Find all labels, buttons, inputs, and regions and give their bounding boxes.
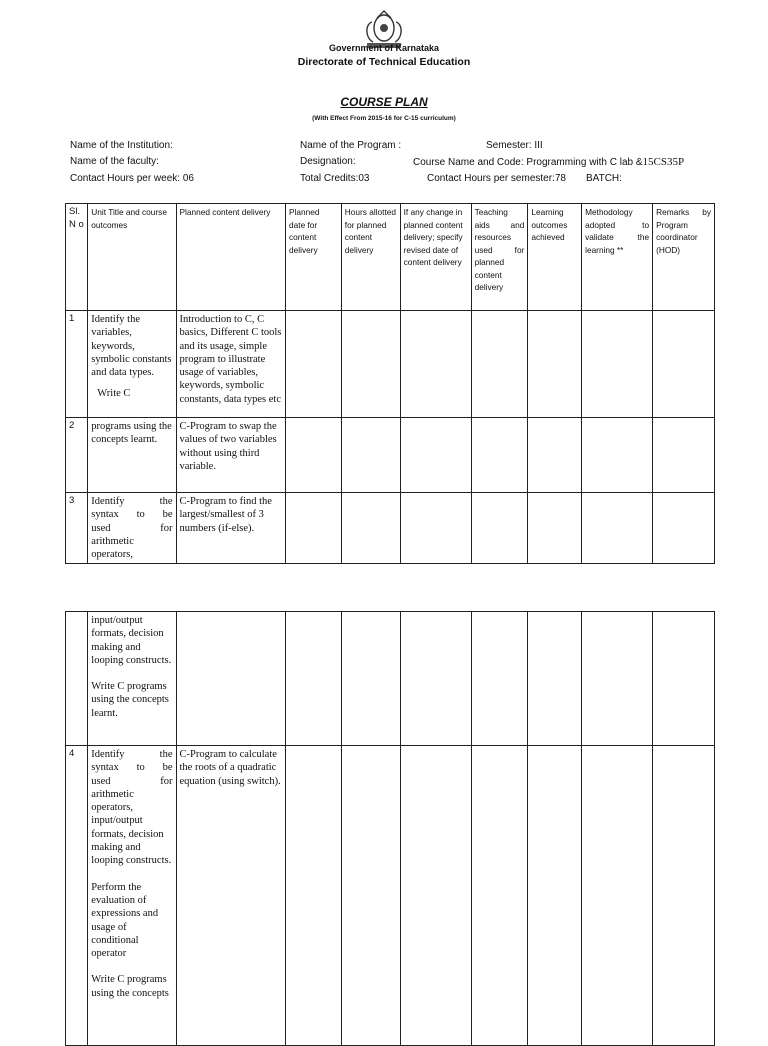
unit-line: arithmetic operators, — [91, 535, 134, 561]
total-credits: Total Credits:03 — [300, 173, 370, 184]
table-row — [66, 311, 715, 418]
designation-label: Designation: — [300, 156, 356, 167]
unit-outcome-text: Write C programs using the concepts learnt. — [91, 681, 169, 719]
empty-cell — [528, 493, 582, 564]
semester-label: Semester: III — [486, 140, 543, 151]
government-name: Government of Karnataka — [328, 43, 440, 53]
col-planned-content: Planned content delivery — [176, 204, 286, 311]
unit-line: used for — [91, 775, 173, 787]
empty-cell — [528, 746, 582, 1046]
empty-cell — [341, 493, 400, 564]
empty-cell — [653, 612, 715, 746]
table-row — [66, 612, 715, 746]
batch-label: BATCH: — [586, 173, 622, 184]
unit-title-cell — [88, 311, 176, 418]
empty-cell — [400, 311, 471, 418]
planned-content-cell: C-Program to find the largest/smallest of 3 numbers (if-else). — [176, 493, 286, 564]
empty-cell — [286, 612, 342, 746]
planned-content-cell: Introduction to C, C basics, Different C tools and its usage, simple program to illustrate usage of variables, keywords, symbolic constants, data types etc — [176, 311, 286, 418]
empty-cell — [653, 746, 715, 1046]
col-teaching-aids: Teaching aids and resources used for planned content delivery — [471, 204, 528, 311]
empty-cell — [341, 612, 400, 746]
empty-cell — [653, 493, 715, 564]
table-row — [66, 746, 715, 1046]
empty-cell — [471, 493, 528, 564]
empty-cell — [286, 311, 342, 418]
institution-label: Name of the Institution: — [70, 140, 173, 151]
empty-cell — [653, 418, 715, 493]
faculty-label: Name of the faculty: — [70, 156, 159, 167]
row-sl: 2 — [66, 418, 88, 493]
empty-cell — [341, 746, 400, 1046]
empty-cell — [286, 746, 342, 1046]
empty-cell — [582, 746, 653, 1046]
empty-cell — [400, 418, 471, 493]
empty-cell — [400, 493, 471, 564]
col-remarks: Remarks by Program coordinator (HOD) — [653, 204, 715, 311]
course-plan-table-lower — [65, 611, 715, 1046]
planned-content-cell: C-Program to swap the values of two variables without using third variable. — [176, 418, 286, 493]
empty-cell — [582, 493, 653, 564]
contact-hours-week: Contact Hours per week: 06 — [70, 173, 194, 184]
col-planned-date: Planned date for content delivery — [286, 204, 342, 311]
col-sl-no: Sl. N o — [66, 204, 88, 311]
col-unit-title: Unit Title and course outcomes — [88, 204, 176, 311]
empty-cell — [528, 418, 582, 493]
unit-line: Identify the — [91, 749, 173, 760]
empty-cell — [653, 311, 715, 418]
contact-hours-semester: Contact Hours per semester:78 — [427, 173, 566, 184]
table-row — [66, 493, 715, 564]
empty-cell — [286, 493, 342, 564]
program-label: Name of the Program : — [300, 140, 402, 151]
empty-cell — [471, 418, 528, 493]
empty-cell — [400, 746, 471, 1046]
page-title: COURSE PLAN — [340, 95, 428, 109]
empty-cell — [176, 612, 286, 746]
unit-outcome-text: input/output formats, decision making and looping constructs. — [91, 615, 172, 666]
unit-outcome-text: arithmetic operators, input/output formats, decision making and looping constructs. — [91, 788, 172, 867]
empty-cell — [286, 418, 342, 493]
empty-cell — [582, 311, 653, 418]
directorate-name: Directorate of Technical Education — [297, 56, 471, 68]
unit-outcome-text: Write C — [97, 388, 131, 400]
unit-title-cell — [88, 746, 176, 1046]
empty-cell — [582, 612, 653, 746]
unit-outcome-text: Write C programs using the concepts — [91, 974, 169, 999]
col-change-revised-date: If any change in planned content delivery; specify revised date of content delivery — [400, 204, 471, 311]
course-plan-table-upper — [65, 203, 715, 564]
empty-cell — [66, 612, 88, 746]
unit-line: Identify the — [91, 496, 173, 507]
empty-cell — [582, 418, 653, 493]
empty-cell — [471, 311, 528, 418]
empty-cell — [471, 746, 528, 1046]
unit-title-cell — [88, 493, 176, 564]
empty-cell — [400, 612, 471, 746]
planned-content-cell: C-Program to calculate the roots of a quadratic equation (using switch). — [176, 746, 286, 1046]
col-hours-allotted: Hours allotted for planned content delivery — [341, 204, 400, 311]
unit-outcome-text: Perform the evaluation of expressions and usage of conditional operator — [91, 881, 159, 960]
empty-cell — [341, 311, 400, 418]
table-row — [66, 418, 715, 493]
unit-title-cell — [88, 612, 176, 746]
row-sl: 4 — [66, 746, 88, 1046]
unit-line: syntax to be — [91, 509, 173, 521]
unit-outcome-text: Identify the variables, keywords, symbolic constants and data types. — [91, 314, 172, 379]
course-name-code — [413, 156, 684, 169]
effect-note: (With Effect From 2015-16 for C-15 curriculum) — [312, 115, 456, 122]
row-sl: 1 — [66, 311, 88, 418]
course-code: 15CS35P — [642, 156, 685, 168]
empty-cell — [528, 311, 582, 418]
row-sl: 3 — [66, 493, 88, 564]
empty-cell — [341, 418, 400, 493]
unit-title-cell: programs using the concepts learnt. — [88, 418, 176, 493]
empty-cell — [528, 612, 582, 746]
unit-line: used for — [91, 522, 173, 534]
course-name: Course Name and Code: Programming with C lab & — [413, 157, 643, 168]
empty-cell — [471, 612, 528, 746]
unit-line: syntax to be — [91, 762, 173, 774]
header-row — [66, 204, 715, 311]
col-methodology: Methodology adopted to validate the learning ** — [582, 204, 653, 311]
col-learning-outcomes: Learning outcomes achieved — [528, 204, 582, 311]
